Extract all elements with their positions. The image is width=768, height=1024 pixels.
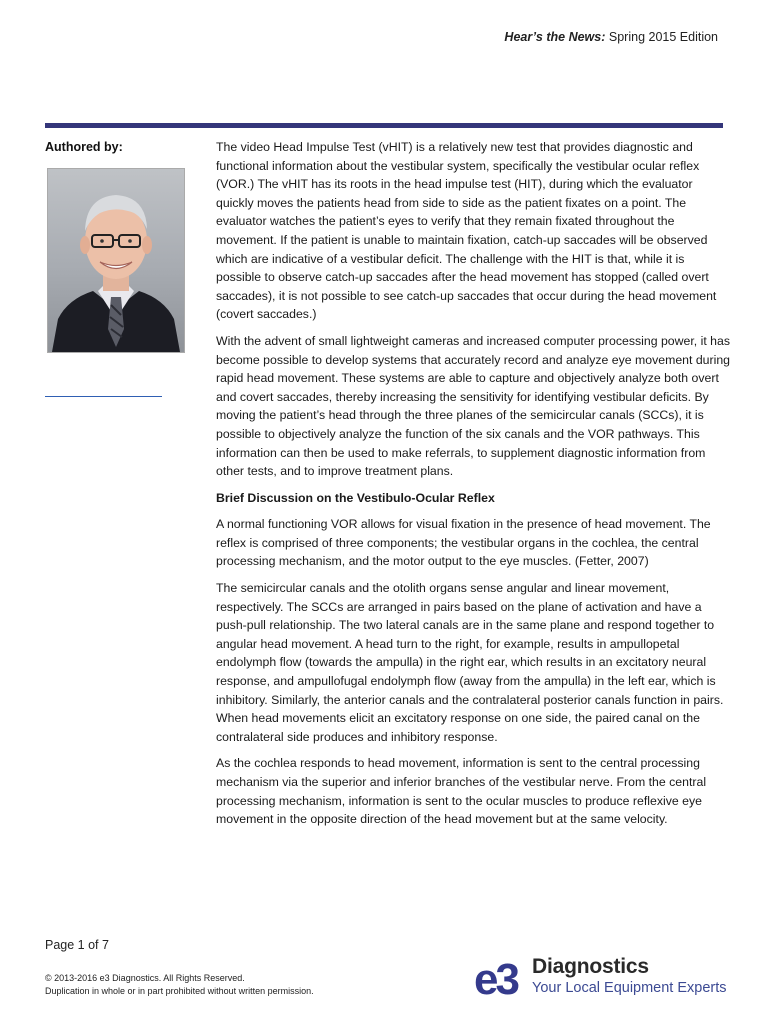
section-paragraph-3: As the cochlea responds to head movement, information is sent to the central processing mechanism via the superior and inferior branches of the vestibular nerve. From the central processing mechanism, information is sent to the ocular muscles to produce reflexive eye movement in the opposite direction of the head movement but at the same velocity. [216,756,707,827]
intro-paragraph-2: With the advent of small lightweight cameras and increased computer processing power, it has become possible to develop systems that accurately record and analyze eye movement during rapid head movement. These systems are able to capture and objectively analyze both overt and covert saccades, thereby increasing the sensitivity for identifying vestibular deficits. By moving the patient’s head through the three planes of the semicircular canals (SCCs), it is possible to objectively analyze the function of the six canals and the VOR pathways. This information can then be used to make referrals, to supplement diagnostic information from other tests, and to improve treatment plans. [216,333,731,479]
section-heading: Brief Discussion on the Vestibulo-Ocular Reflex [216,490,495,505]
duplication-line: Duplication in whole or in part prohibited without written permission. [45,986,314,996]
running-header [504,30,718,44]
author-link-underline[interactable] [45,396,162,397]
e3-logo-icon [474,954,530,1000]
author-portrait-icon [47,168,185,353]
publication-title: Hear’s the News: [504,30,606,44]
section-paragraph-1: A normal functioning VOR allows for visual fixation in the presence of head movement. The reflex is comprised of three components; the vestibular organs in the cochlea, the central processing mechanism, and the motor output to the eye muscles. (Fetter, 2007) [216,517,711,569]
edition-label: Spring 2015 Edition [608,30,718,44]
logo-tagline: Your Local Equipment Experts [532,980,727,996]
section-paragraph-2: The semicircular canals and the otolith organs sense angular and linear movement, respectively. The SCCs are arranged in pairs based on the plane of activation and have a push-pull relationship. The two lateral canals are in the same plane and respond together to angular head movement. A head turn to the right, for example, results in ampullopetal endolymph flow (towards the ampulla) in the right ear, which results in an excitatory neural response, and ampullofugal endolymph flow (away from the ampulla) in the left ear, which is inhibitory. Similarly, the anterior canals and the contralateral posterior canals function in pairs. When head movements elicit an excitatory response on one side, the paired canal on the contralateral side produces and inhibitory response. [216,581,724,744]
article-body [216,138,732,837]
intro-paragraph-1: The video Head Impulse Test (vHIT) is a relatively new test that provides diagnostic and functional information about the vestibular system, specifically the vestibular ocular reflex (VOR.) The vHIT has its roots in the head impulse test (HIT), during which the evaluator quickly moves the patients head from side to side as the patient fixates on a point. The evaluator watches the patient’s eyes to verify that they remain fixated throughout the movement. If the patient is unable to maintain fixation, catch-up saccades will be observed which are indicative of a vestibular deficit. The challenge with the HIT is that, while it is possible to observe catch-up saccades after the head movement has stopped (called overt saccades), it is not possible to see catch-up saccades that occur during the head movement (covert saccades.) [216,140,717,322]
copyright-line: © 2013-2016 e3 Diagnostics. All Rights Reserved. [45,973,245,983]
copyright-notice [45,972,314,998]
e3-diagnostics-logo [474,952,734,1002]
logo-brand-name: Diagnostics [532,955,649,978]
authored-by-label: Authored by: [45,140,123,154]
logo-mark-text: e3 [474,955,517,1000]
header-divider [45,123,723,128]
page-number: Page 1 of 7 [45,938,109,952]
